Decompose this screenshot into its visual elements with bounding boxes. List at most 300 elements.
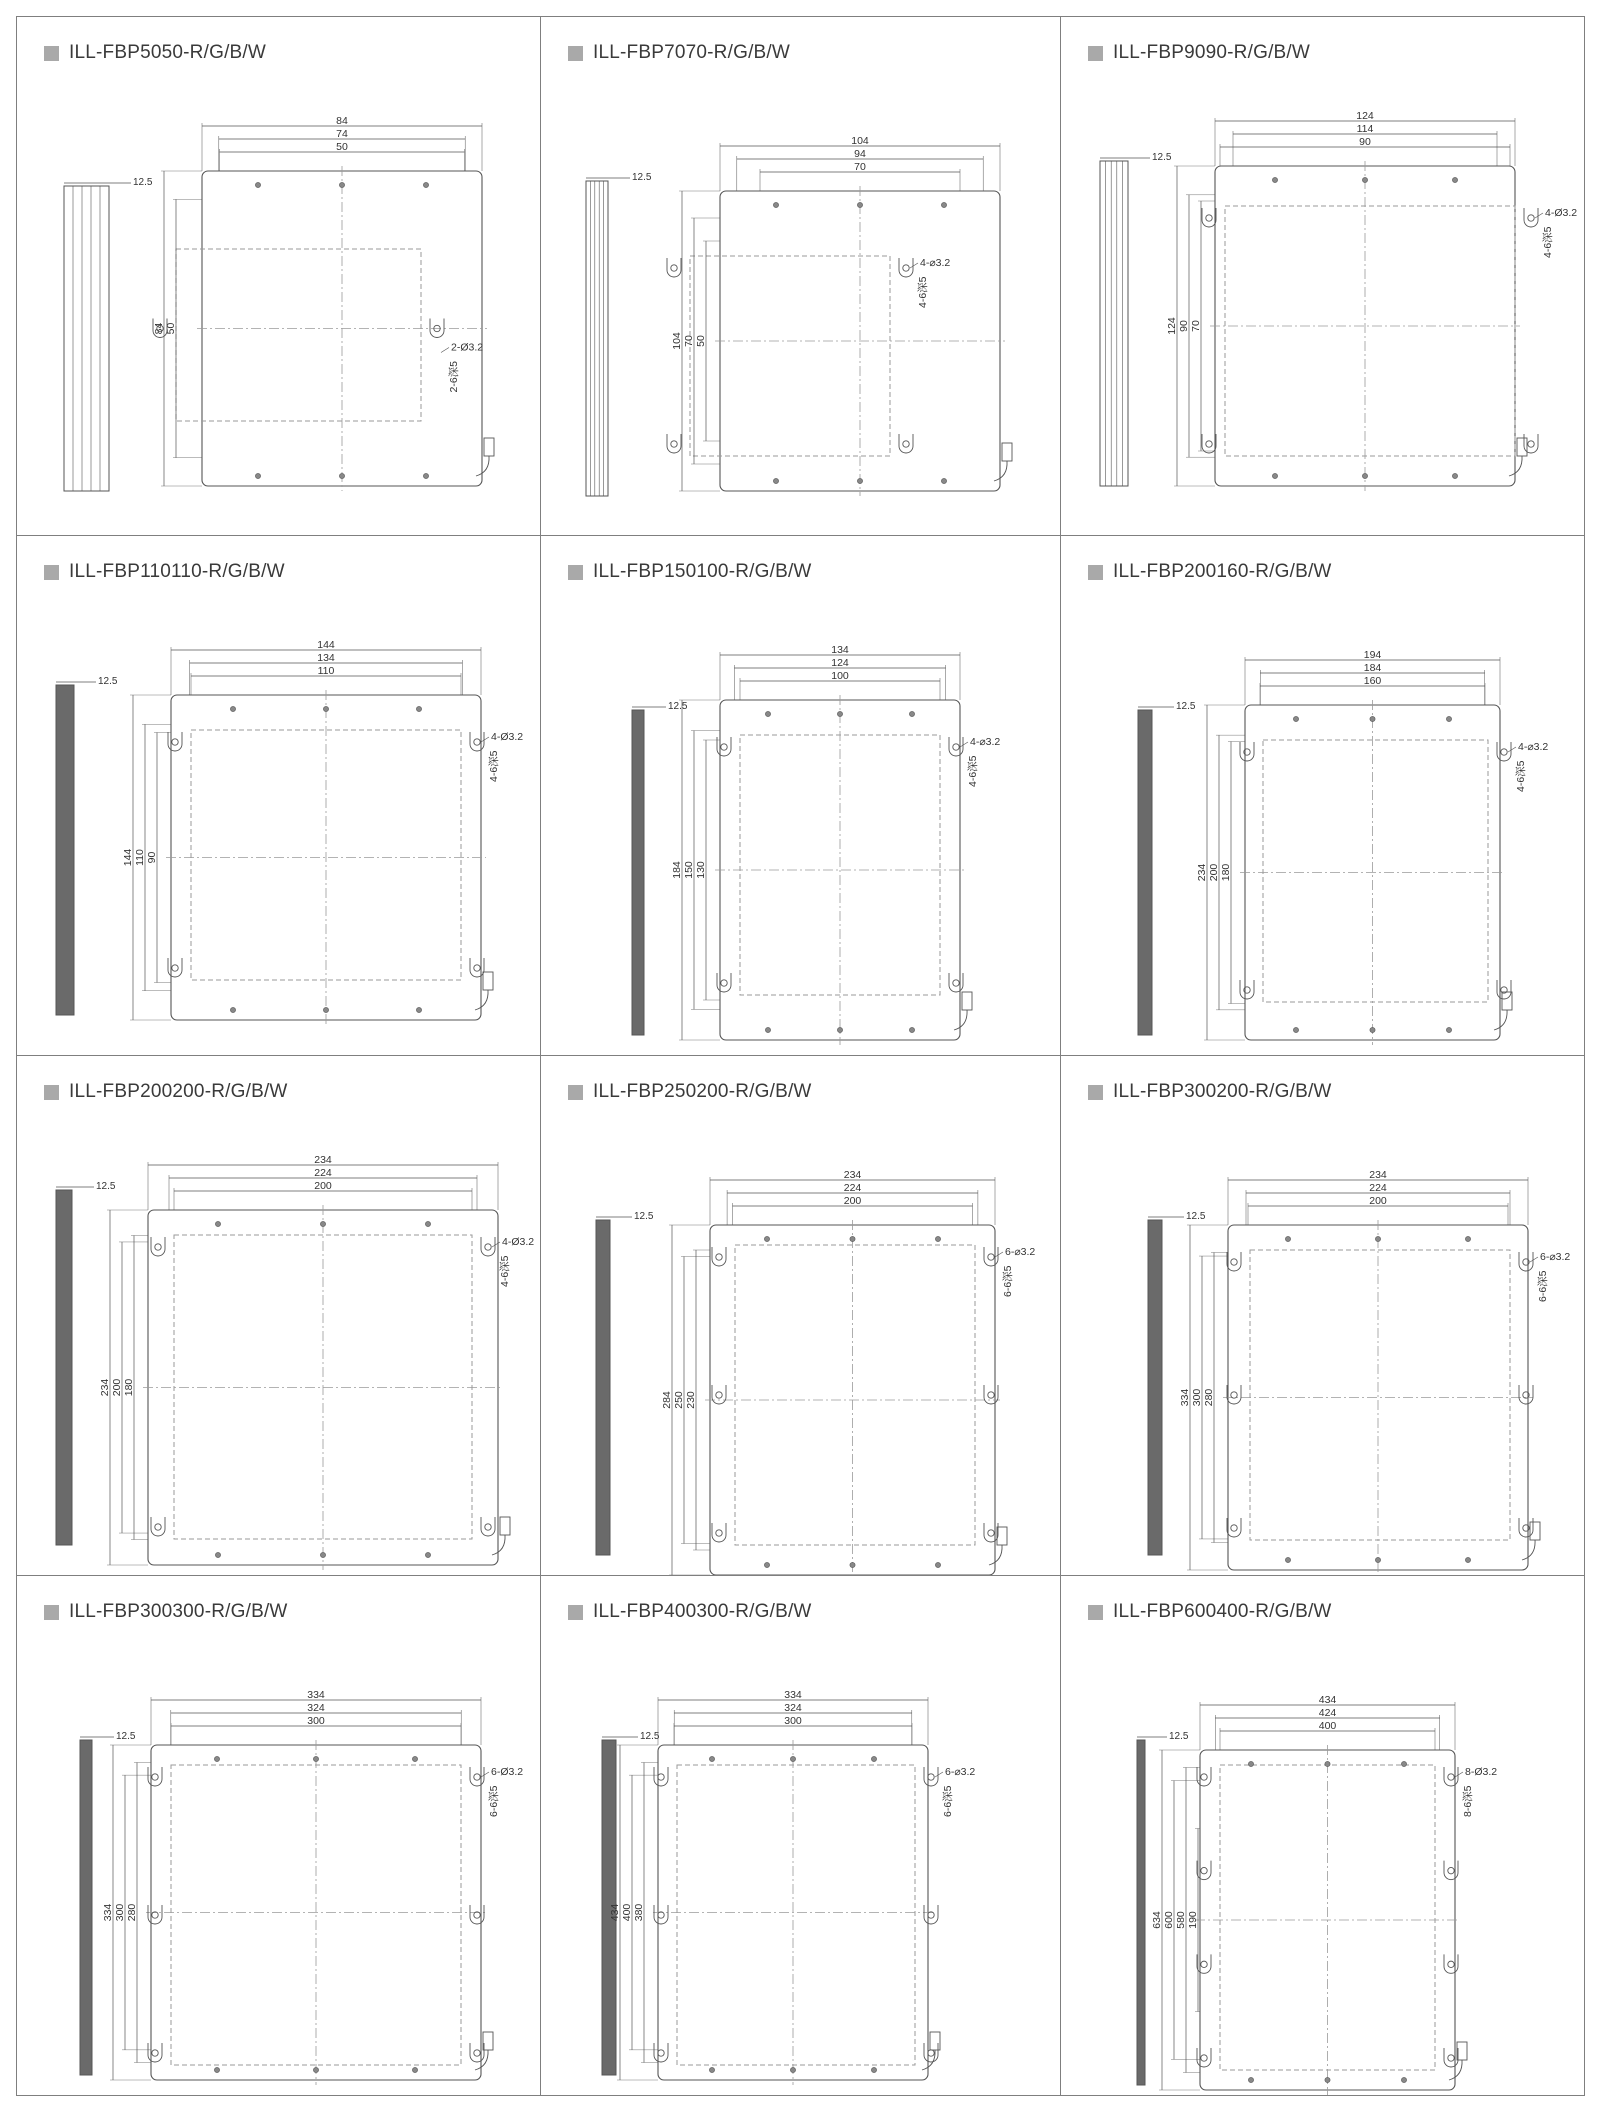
- screw-hole-icon: [871, 2067, 876, 2072]
- product-panel: [540, 1575, 1060, 2095]
- hole-note: 4-Ø3.2: [502, 1236, 535, 1248]
- side-thickness-label: 12.5: [1186, 1211, 1206, 1222]
- mounting-hole-icon: [474, 1774, 480, 1780]
- product-panel: [1060, 535, 1584, 1055]
- screw-hole-icon: [837, 1027, 842, 1032]
- top-dim-label: 200: [1369, 1195, 1387, 1207]
- leader-line: [481, 1772, 489, 1777]
- left-dim-label: 434: [609, 1903, 621, 1922]
- leader-line: [441, 348, 449, 353]
- screw-hole-icon: [764, 1562, 769, 1567]
- depth-note: 8-6深5: [1462, 1785, 1474, 1817]
- mounting-hole-icon: [1528, 215, 1534, 221]
- screw-hole-icon: [1452, 473, 1457, 478]
- left-dim-label: 124: [1166, 317, 1178, 335]
- side-view-profile: [56, 685, 74, 1015]
- mounting-hole-icon: [474, 739, 480, 745]
- product-panel: [1060, 1055, 1584, 1575]
- mounting-slot: [1227, 1385, 1241, 1404]
- left-dim-label: 334: [1179, 1388, 1191, 1407]
- cable-connector-icon: [962, 992, 972, 1010]
- left-dim-label: 234: [99, 1378, 111, 1397]
- left-dim-label: 334: [102, 1903, 114, 1922]
- mounting-slot: [1444, 1861, 1458, 1880]
- mounting-slot: [430, 319, 444, 338]
- screw-hole-icon: [1465, 1236, 1470, 1241]
- mounting-hole-icon: [1206, 441, 1212, 447]
- mounting-hole-icon: [485, 1524, 491, 1530]
- leader-line: [1530, 1257, 1538, 1262]
- mounting-slot: [1524, 434, 1538, 453]
- mounting-hole-icon: [1448, 1867, 1454, 1873]
- product-panel: [1060, 16, 1584, 535]
- model-name: ILL-FBP300300-R/G/B/W: [69, 1601, 288, 1622]
- mounting-hole-icon: [485, 1244, 491, 1250]
- technical-drawing: [1060, 1575, 1584, 2095]
- product-panel: [540, 535, 1060, 1055]
- mounting-hole-icon: [903, 441, 909, 447]
- top-dim-label: 144: [317, 639, 335, 651]
- side-view-profile: [1138, 710, 1152, 1035]
- side-thickness-label: 12.5: [1176, 701, 1196, 712]
- side-thickness-label: 12.5: [632, 172, 652, 183]
- hole-note: 4-⌀3.2: [1518, 741, 1549, 753]
- model-name: ILL-FBP9090-R/G/B/W: [1113, 42, 1311, 63]
- mounting-hole-icon: [928, 2050, 934, 2056]
- screw-hole-icon: [320, 1552, 325, 1557]
- left-dim-label: 400: [621, 1903, 633, 1922]
- screw-hole-icon: [230, 1007, 235, 1012]
- mounting-slot: [1197, 1767, 1211, 1786]
- side-thickness-label: 12.5: [1152, 152, 1172, 163]
- screw-hole-icon: [214, 2067, 219, 2072]
- mounting-slot: [1227, 1518, 1241, 1537]
- screw-hole-icon: [313, 1756, 318, 1761]
- left-dim-label: 144: [122, 848, 134, 867]
- mounting-hole-icon: [1528, 441, 1534, 447]
- top-dim-label: 124: [831, 657, 849, 669]
- screw-hole-icon: [323, 1007, 328, 1012]
- left-dim-label: 90: [146, 851, 158, 864]
- mounting-hole-icon: [1206, 215, 1212, 221]
- model-name: ILL-FBP400300-R/G/B/W: [593, 1601, 812, 1622]
- mounting-slot: [1197, 1954, 1211, 1973]
- mounting-hole-icon: [928, 1774, 934, 1780]
- model-name: ILL-FBP600400-R/G/B/W: [1113, 1601, 1332, 1622]
- leader-line: [1455, 1772, 1463, 1777]
- top-dim-label: 90: [1359, 136, 1371, 148]
- screw-hole-icon: [1446, 716, 1451, 721]
- mounting-slot: [654, 2043, 668, 2062]
- technical-drawing: [16, 16, 540, 535]
- mounting-slot: [1197, 2048, 1211, 2067]
- screw-hole-icon: [1325, 2077, 1330, 2082]
- leader-line: [960, 742, 968, 747]
- screw-hole-icon: [709, 2067, 714, 2072]
- mounting-slot: [667, 434, 681, 453]
- mounting-hole-icon: [1231, 1525, 1237, 1531]
- left-dim-label: 180: [1220, 863, 1232, 882]
- top-dim-label: 300: [784, 1715, 802, 1727]
- mounting-hole-icon: [172, 965, 178, 971]
- screw-hole-icon: [765, 711, 770, 716]
- model-name: ILL-FBP110110-R/G/B/W: [69, 561, 285, 582]
- top-dim-label: 84: [336, 115, 348, 127]
- screw-hole-icon: [1446, 1027, 1451, 1032]
- mounting-hole-icon: [1201, 1774, 1207, 1780]
- technical-drawing: [540, 535, 1060, 1055]
- mounting-hole-icon: [988, 1530, 994, 1536]
- mounting-slot: [667, 258, 681, 277]
- mounting-slot: [1197, 1861, 1211, 1880]
- left-dim-label: 380: [633, 1903, 645, 1922]
- mounting-slot: [470, 2043, 484, 2062]
- model-name: ILL-FBP5050-R/G/B/W: [69, 42, 267, 63]
- left-dim-label: 150: [683, 861, 695, 879]
- screw-hole-icon: [765, 1027, 770, 1032]
- mounting-hole-icon: [152, 1774, 158, 1780]
- mounting-slot: [168, 958, 182, 977]
- mounting-slot: [1240, 980, 1254, 999]
- top-dim-label: 94: [854, 148, 866, 160]
- depth-note: 4-6深5: [1542, 226, 1554, 258]
- mounting-slot: [654, 1767, 668, 1786]
- mounting-slot: [1497, 980, 1511, 999]
- cable-connector-icon: [1530, 1522, 1540, 1540]
- mounting-slot: [712, 1247, 726, 1266]
- left-dim-label: 600: [1163, 1911, 1175, 1929]
- mounting-slot: [1240, 742, 1254, 761]
- screw-hole-icon: [857, 478, 862, 483]
- screw-hole-icon: [850, 1562, 855, 1567]
- depth-note: 4-6深5: [967, 755, 979, 787]
- screw-hole-icon: [412, 1756, 417, 1761]
- side-view-profile: [64, 186, 109, 491]
- screw-hole-icon: [425, 1221, 430, 1226]
- leader-line: [492, 1242, 500, 1247]
- mounting-slot: [949, 973, 963, 992]
- light-area-outline: [677, 1765, 915, 2065]
- top-dim-label: 424: [1318, 1707, 1337, 1719]
- screw-hole-icon: [773, 478, 778, 483]
- mounting-hole-icon: [152, 2050, 158, 2056]
- mounting-slot: [924, 2043, 938, 2062]
- screw-hole-icon: [1272, 473, 1277, 478]
- screw-hole-icon: [1285, 1557, 1290, 1562]
- mounting-hole-icon: [155, 1244, 161, 1250]
- grid-row-line-4: [16, 2095, 1585, 2096]
- top-dim-label: 200: [843, 1195, 862, 1207]
- screw-hole-icon: [230, 706, 235, 711]
- mounting-slot: [1202, 208, 1216, 227]
- left-dim-label: 230: [685, 1391, 697, 1409]
- side-thickness-label: 12.5: [640, 1731, 660, 1742]
- mounting-slot: [1444, 1954, 1458, 1973]
- product-panel: [16, 16, 540, 535]
- screw-hole-icon: [1272, 177, 1277, 182]
- left-dim-label: 50: [165, 322, 177, 335]
- mounting-slot: [470, 1905, 484, 1924]
- model-name: ILL-FBP150100-R/G/B/W: [593, 561, 812, 582]
- technical-drawing: [1060, 16, 1584, 535]
- top-dim-label: 184: [1363, 662, 1382, 674]
- screw-hole-icon: [214, 1756, 219, 1761]
- depth-note: 6-6深5: [942, 1785, 954, 1817]
- screw-hole-icon: [215, 1221, 220, 1226]
- light-area-outline: [176, 249, 421, 421]
- screw-hole-icon: [1248, 2077, 1253, 2082]
- screw-hole-icon: [1293, 1027, 1298, 1032]
- screw-hole-icon: [423, 182, 428, 187]
- screw-hole-icon: [339, 473, 344, 478]
- mounting-slot: [984, 1385, 998, 1404]
- screw-hole-icon: [857, 202, 862, 207]
- screw-hole-icon: [320, 1221, 325, 1226]
- mounting-hole-icon: [721, 744, 727, 750]
- mounting-hole-icon: [1201, 2055, 1207, 2061]
- left-dim-label: 184: [671, 861, 683, 879]
- side-thickness-label: 12.5: [98, 676, 118, 687]
- light-area-outline: [735, 1245, 975, 1545]
- model-name: ILL-FBP200160-R/G/B/W: [1113, 561, 1332, 582]
- screw-hole-icon: [1401, 1761, 1406, 1766]
- screw-hole-icon: [416, 706, 421, 711]
- technical-drawing: [16, 535, 540, 1055]
- mounting-hole-icon: [474, 965, 480, 971]
- leader-line: [995, 1252, 1003, 1257]
- mounting-slot: [1519, 1518, 1533, 1537]
- top-dim-label: 200: [314, 1180, 332, 1192]
- mounting-hole-icon: [953, 744, 959, 750]
- mounting-slot: [148, 1905, 162, 1924]
- screw-hole-icon: [941, 202, 946, 207]
- mounting-slot: [899, 434, 913, 453]
- leader-line: [1535, 213, 1543, 218]
- mounting-hole-icon: [155, 1524, 161, 1530]
- model-name: ILL-FBP250200-R/G/B/W: [593, 1081, 812, 1102]
- top-dim-label: 74: [336, 128, 348, 140]
- depth-note: 6-6深5: [1537, 1270, 1549, 1302]
- left-dim-label: 280: [126, 1903, 138, 1922]
- model-name: ILL-FBP200200-R/G/B/W: [69, 1081, 288, 1102]
- top-dim-label: 234: [1369, 1169, 1387, 1181]
- screw-hole-icon: [790, 1756, 795, 1761]
- mounting-hole-icon: [1448, 2055, 1454, 2061]
- top-dim-label: 234: [843, 1169, 862, 1181]
- side-view-profile: [1137, 1740, 1145, 2085]
- product-panel: [16, 1575, 540, 2095]
- left-dim-label: 300: [114, 1903, 126, 1922]
- cable-connector-icon: [1457, 2042, 1467, 2060]
- screw-hole-icon: [790, 2067, 795, 2072]
- mounting-slot: [168, 732, 182, 751]
- product-panel: [16, 535, 540, 1055]
- mounting-slot: [148, 2043, 162, 2062]
- screw-hole-icon: [773, 202, 778, 207]
- left-dim-label: 104: [671, 332, 683, 350]
- top-dim-label: 300: [307, 1715, 325, 1727]
- depth-note: 6-6深5: [488, 1785, 500, 1817]
- cable-connector-icon: [500, 1517, 510, 1535]
- mounting-hole-icon: [474, 2050, 480, 2056]
- left-dim-label: 200: [111, 1378, 123, 1397]
- product-panel: [540, 1055, 1060, 1575]
- top-dim-label: 104: [851, 135, 869, 147]
- cable-connector-icon: [484, 438, 494, 456]
- screw-hole-icon: [215, 1552, 220, 1557]
- product-panel: [1060, 1575, 1584, 2095]
- hole-note: 2-Ø3.2: [451, 341, 484, 354]
- top-dim-label: 334: [307, 1689, 325, 1701]
- mounting-hole-icon: [1448, 1774, 1454, 1780]
- screw-hole-icon: [850, 1236, 855, 1241]
- mounting-hole-icon: [721, 980, 727, 986]
- screw-hole-icon: [1375, 1557, 1380, 1562]
- leader-line: [1508, 747, 1516, 752]
- left-dim-label: 84: [153, 322, 165, 335]
- screw-hole-icon: [1370, 716, 1375, 721]
- hole-note: 4-⌀3.2: [970, 736, 1001, 748]
- top-dim-label: 100: [831, 670, 849, 682]
- side-view-profile: [632, 710, 644, 1035]
- screw-hole-icon: [1325, 1761, 1330, 1766]
- cable-connector-icon: [1002, 443, 1012, 461]
- left-dim-label: 70: [683, 335, 695, 347]
- cable-connector-icon: [1517, 438, 1527, 456]
- screw-hole-icon: [313, 2067, 318, 2072]
- technical-drawing: [16, 1575, 540, 2095]
- top-dim-label: 324: [784, 1702, 802, 1714]
- mounting-hole-icon: [716, 1254, 722, 1260]
- mounting-hole-icon: [716, 1392, 722, 1398]
- depth-note: 4-6深5: [499, 1255, 511, 1287]
- product-panel: [16, 1055, 540, 1575]
- light-area-outline: [1225, 206, 1515, 456]
- screw-hole-icon: [1375, 1236, 1380, 1241]
- mounting-hole-icon: [1231, 1392, 1237, 1398]
- side-view-profile: [80, 1740, 92, 2075]
- cable-connector-icon: [483, 972, 493, 990]
- technical-drawing: [540, 1575, 1060, 2095]
- top-dim-label: 194: [1363, 649, 1382, 661]
- side-view-profile: [1100, 161, 1128, 486]
- model-name: ILL-FBP300200-R/G/B/W: [1113, 1081, 1332, 1102]
- top-dim-label: 224: [1369, 1182, 1387, 1194]
- hole-note: 6-⌀3.2: [1005, 1246, 1036, 1258]
- product-panel: [540, 16, 1060, 535]
- side-view-profile: [56, 1190, 72, 1545]
- top-dim-label: 70: [854, 161, 866, 173]
- technical-drawing: [16, 1055, 540, 1575]
- depth-note: 4-6深5: [1515, 760, 1527, 792]
- hole-note: 4-Ø3.2: [1545, 207, 1578, 219]
- screw-hole-icon: [1248, 1761, 1253, 1766]
- top-dim-label: 134: [831, 644, 849, 656]
- screw-hole-icon: [764, 1236, 769, 1241]
- side-thickness-label: 12.5: [1169, 1731, 1189, 1742]
- side-view-profile: [1148, 1220, 1162, 1555]
- top-dim-label: 160: [1363, 675, 1382, 687]
- mounting-slot: [654, 1905, 668, 1924]
- top-dim-label: 110: [317, 665, 335, 677]
- screw-hole-icon: [909, 1027, 914, 1032]
- depth-note: 2-6深5: [448, 360, 460, 393]
- top-dim-label: 224: [843, 1182, 862, 1194]
- hole-note: 6-Ø3.2: [491, 1766, 524, 1778]
- screw-hole-icon: [423, 473, 428, 478]
- screw-hole-icon: [941, 478, 946, 483]
- left-dim-label: 190: [1187, 1911, 1199, 1929]
- screw-hole-icon: [1362, 473, 1367, 478]
- screw-hole-icon: [323, 706, 328, 711]
- mounting-hole-icon: [172, 739, 178, 745]
- mounting-slot: [924, 1905, 938, 1924]
- mounting-slot: [151, 1517, 165, 1536]
- mounting-hole-icon: [1501, 749, 1507, 755]
- cable-connector-icon: [930, 2032, 940, 2050]
- leader-line: [481, 737, 489, 742]
- hole-note: 8-Ø3.2: [1465, 1766, 1498, 1778]
- screw-hole-icon: [1452, 177, 1457, 182]
- mounting-slot: [1202, 434, 1216, 453]
- screw-hole-icon: [1465, 1557, 1470, 1562]
- left-dim-label: 300: [1191, 1388, 1203, 1407]
- mounting-hole-icon: [658, 1774, 664, 1780]
- screw-hole-icon: [1285, 1236, 1290, 1241]
- side-thickness-label: 12.5: [634, 1211, 654, 1222]
- screw-hole-icon: [255, 473, 260, 478]
- screw-hole-icon: [425, 1552, 430, 1557]
- light-area-outline: [1250, 1250, 1510, 1540]
- mounting-hole-icon: [1201, 1867, 1207, 1873]
- top-dim-label: 434: [1318, 1694, 1337, 1706]
- light-area-outline: [1263, 740, 1488, 1002]
- screw-hole-icon: [709, 1756, 714, 1761]
- side-view-profile: [596, 1220, 610, 1555]
- mounting-hole-icon: [988, 1254, 994, 1260]
- left-dim-label: 280: [1203, 1388, 1215, 1407]
- left-dim-label: 90: [1178, 320, 1190, 332]
- mounting-hole-icon: [671, 265, 677, 271]
- side-thickness-label: 12.5: [96, 1181, 116, 1192]
- mounting-hole-icon: [716, 1530, 722, 1536]
- top-dim-label: 400: [1318, 1720, 1337, 1732]
- left-dim-label: 70: [1190, 320, 1202, 332]
- depth-note: 4-6深5: [488, 750, 500, 782]
- left-dim-label: 130: [695, 861, 707, 879]
- mounting-hole-icon: [1448, 1961, 1454, 1967]
- side-thickness-label: 12.5: [116, 1731, 136, 1742]
- top-dim-label: 50: [336, 141, 348, 153]
- technical-drawing: [540, 1055, 1060, 1575]
- mounting-slot: [717, 973, 731, 992]
- mounting-slot: [1519, 1385, 1533, 1404]
- mounting-slot: [470, 958, 484, 977]
- screw-hole-icon: [837, 711, 842, 716]
- hole-note: 6-⌀3.2: [945, 1766, 976, 1778]
- screw-hole-icon: [416, 1007, 421, 1012]
- top-dim-label: 324: [307, 1702, 325, 1714]
- screw-hole-icon: [1293, 716, 1298, 721]
- left-dim-label: 634: [1151, 1911, 1163, 1929]
- left-dim-label: 234: [1196, 863, 1208, 882]
- mounting-slot: [1444, 2048, 1458, 2067]
- depth-note: 4-6深5: [917, 276, 929, 308]
- side-thickness-label: 12.5: [668, 701, 688, 712]
- screw-hole-icon: [909, 711, 914, 716]
- left-dim-label: 580: [1175, 1911, 1187, 1929]
- mounting-slot: [1227, 1252, 1241, 1271]
